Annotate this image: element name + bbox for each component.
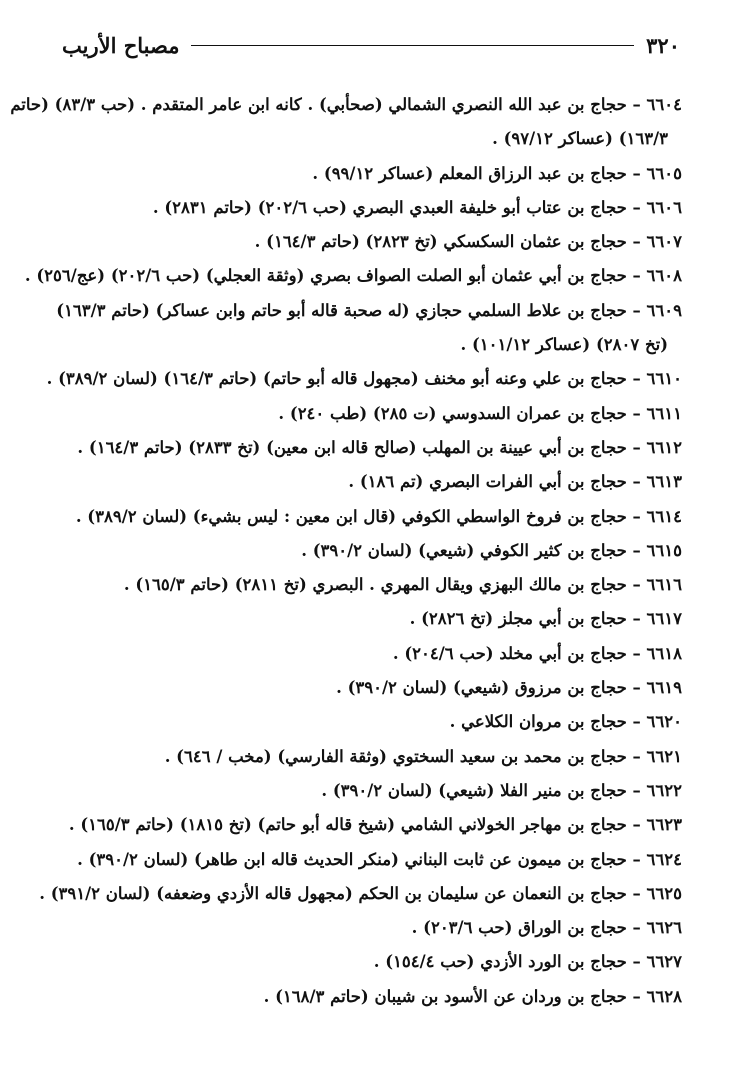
entry-number: ٦٦٢٢ [646, 780, 682, 800]
entry-text: حجاج بن فروخ الواسطي الكوفي (قال ابن معين : ليس بشيء) (لسان ٣٨٩/٢) . [75, 506, 627, 526]
entry-text: حجاج بن مالك البهزي ويقال المهري . البصري (تخ ٢٨١١) (حاتم ١٦٥/٣) . [123, 575, 627, 595]
entry-number: ٦٦٠٧ [646, 232, 682, 252]
entry-number: ٦٦١٨ [646, 643, 682, 663]
entry-text: حجاج بن الورد الأزدي (حب ١٥٤/٤) . [373, 952, 627, 972]
entry-item: ٦٦١٢ – حجاج بن أبي عيينة بن المهلب (صالح قاله ابن معين) (تخ ٢٨٣٣) (حاتم ١٦٤/٣) . [77, 437, 682, 457]
book-title: مصباح الأريب [62, 32, 180, 58]
entry-text: حجاج بن عتاب أبو خليفة العبدي البصري (حب ٢٠٢/٦) (حاتم ٢٨٣١) . [152, 197, 627, 217]
entry-number: ٦٦٢٨ [646, 986, 682, 1006]
entry-number: ٦٦٢٠ [646, 712, 682, 732]
entry-text: حجاج بن أبي عثمان أبو الصلت الصواف بصري (وثقة العجلي) (حب ٢٠٢/٦) (عج/٢٥٦) . [24, 266, 627, 286]
entry-number: ٦٦١٥ [646, 540, 682, 560]
entry-text: حجاج بن وردان عن الأسود بن شيبان (حاتم ١٦٨/٣) . [263, 986, 627, 1006]
entries-list [10, 88, 682, 1014]
entry-item: ٦٦١٠ – حجاج بن علي وعنه أبو مخنف (مجهول قاله أبو حاتم) (حاتم ١٦٤/٣) (لسان ٣٨٩/٢) . [46, 369, 682, 389]
entry-text: حجاج بن عمران السدوسي (ت ٢٨٥) (طب ٢٤٠) . [278, 403, 627, 423]
entry-number: ٦٦٢٤ [646, 849, 682, 869]
entry-text: حجاج بن أبي عيينة بن المهلب (صالح قاله ابن معين) (تخ ٢٨٣٣) (حاتم ١٦٤/٣) . [77, 437, 627, 457]
entry-continuation: (تخ ٢٨٠٧) (عساكر ١٠١/١٢) . [460, 335, 668, 355]
entry-item: ٦٦٠٧ – حجاج بن عثمان السكسكي (تخ ٢٨٢٣) (حاتم ١٦٤/٣) . [254, 232, 682, 252]
entry-item: ٦٦١٥ – حجاج بن كثير الكوفي (شيعي) (لسان ٣٩٠/٢) . [301, 540, 682, 560]
entry-number: ٦٦٢١ [646, 746, 682, 766]
entry-number: ٦٦٢٣ [646, 815, 682, 835]
entry-text: حجاج بن مرزوق (شيعي) (لسان ٣٩٠/٢) . [336, 678, 627, 698]
entry-number: ٦٦١٤ [646, 506, 682, 526]
entry-number: ٦٦١٧ [646, 609, 682, 629]
entry-number: ٦٦١٣ [646, 472, 682, 492]
entry-item: ٦٦٢٥ – حجاج بن النعمان عن سليمان بن الحكم (مجهول قاله الأزدي وضعفه) (لسان ٣٩١/٢) . [39, 883, 682, 903]
entry-text: حجاج بن مروان الكلاعي . [449, 712, 627, 732]
entry-number: ٦٦٢٥ [646, 883, 682, 903]
entry-number: ٦٦١٠ [646, 369, 682, 389]
entry-number: ٦٦١٢ [646, 437, 682, 457]
entry-text: حجاج بن علي وعنه أبو مخنف (مجهول قاله أبو حاتم) (حاتم ١٦٤/٣) (لسان ٣٨٩/٢) . [46, 369, 627, 389]
entry-number: ٦٦٠٦ [646, 197, 682, 217]
entry-text: حجاج بن منير الفلا (شيعي) (لسان ٣٩٠/٢) . [321, 780, 627, 800]
entry-item: ٦٦٢٠ – حجاج بن مروان الكلاعي . [449, 712, 682, 732]
entry-number: ٦٦٢٦ [646, 918, 682, 938]
header-rule [191, 45, 634, 46]
entry-number: ٦٦١٦ [646, 575, 682, 595]
entry-number: ٦٦٠٤ [646, 95, 682, 114]
entry-text: حجاج بن أبي مجلز (تخ ٢٨٢٦) . [409, 609, 627, 629]
page-header [62, 28, 680, 62]
entry-number: ٦٦١١ [646, 403, 682, 423]
entry-continuation: ١٦٣/٣) (عساكر ٩٧/١٢) . [492, 129, 668, 149]
entry-item: ٦٦١٤ – حجاج بن فروخ الواسطي الكوفي (قال ابن معين : ليس بشيء) (لسان ٣٨٩/٢) . [75, 506, 682, 526]
entry-text: حجاج بن عبد الرزاق المعلم (عساكر ٩٩/١٢) . [312, 163, 627, 183]
entry-item: ٦٦١٨ – حجاج بن أبي مخلد (حب ٢٠٤/٦) . [392, 643, 682, 663]
entry-item: ٦٦٠٥ – حجاج بن عبد الرزاق المعلم (عساكر ٩٩/١٢) . [312, 163, 682, 183]
entry-item: ٦٦٢٣ – حجاج بن مهاجر الخولاني الشامي (شيخ قاله أبو حاتم) (تخ ١٨١٥) (حاتم ١٦٥/٣) . [68, 815, 682, 835]
entry-number: ٦٦٢٧ [646, 952, 682, 972]
entry-item: ٦٦٢٧ – حجاج بن الورد الأزدي (حب ١٥٤/٤) . [373, 952, 682, 972]
entry-number: ٦٦١٩ [646, 678, 682, 698]
page-number: ٣٢٠ [646, 32, 680, 58]
entry-item: ٦٦٠٦ – حجاج بن عتاب أبو خليفة العبدي البصري (حب ٢٠٢/٦) (حاتم ٢٨٣١) . [152, 197, 682, 217]
entry-text: حجاج بن عثمان السكسكي (تخ ٢٨٢٣) (حاتم ١٦٤/٣) . [254, 232, 627, 252]
entry-item: ٦٦٢٤ – حجاج بن ميمون عن ثابت البناني (منكر الحديث قاله ابن طاهر) (لسان ٣٩٠/٢) . [77, 849, 682, 869]
entry-item: ٦٦١٩ – حجاج بن مرزوق (شيعي) (لسان ٣٩٠/٢) . [336, 678, 682, 698]
entry-text: حجاج بن علاط السلمي حجازي (له صحبة قاله أبو حاتم وابن عساكر) (حاتم ١٦٣/٣) [56, 300, 627, 320]
entry-item: ٦٦١٣ – حجاج بن أبي الفرات البصري (تم ١٨٦) . [348, 472, 682, 492]
entry-text: حجاج بن أبي الفرات البصري (تم ١٨٦) . [348, 472, 627, 492]
entry-number: ٦٦٠٩ [646, 300, 682, 320]
entry-text: حجاج بن الوراق (حب ٢٠٣/٦) . [411, 918, 627, 938]
entry-text: حجاج بن عبد الله النصري الشمالي (صحأبي) . كانه ابن عامر المتقدم . (حب ٨٣/٣) (حاتم [10, 95, 627, 114]
entry-item: ٦٦٢١ – حجاج بن محمد بن سعيد السختوي (وثقة الفارسي) (مخب / ٦٤٦) . [164, 746, 682, 766]
entry-item: ٦٦٢٢ – حجاج بن منير الفلا (شيعي) (لسان ٣٩٠/٢) . [321, 780, 682, 800]
entry-item: ٦٦١٧ – حجاج بن أبي مجلز (تخ ٢٨٢٦) . [409, 609, 682, 629]
entry-item: ٦٦٠٨ – حجاج بن أبي عثمان أبو الصلت الصواف بصري (وثقة العجلي) (حب ٢٠٢/٦) (عج/٢٥٦) . [24, 266, 682, 286]
entry-item: ٦٦٢٦ – حجاج بن الوراق (حب ٢٠٣/٦) . [411, 918, 682, 938]
entry-item: ٦٦٢٨ – حجاج بن وردان عن الأسود بن شيبان (حاتم ١٦٨/٣) . [263, 986, 682, 1006]
entry-item: ٦٦١١ – حجاج بن عمران السدوسي (ت ٢٨٥) (طب ٢٤٠) . [278, 403, 682, 423]
entry-item: ٦٦٠٩ – حجاج بن علاط السلمي حجازي (له صحبة قاله أبو حاتم وابن عساكر) (حاتم ١٦٣/٣) (تخ ٢٨٠٧) (عساكر ١٠١/١٢) . [58, 294, 682, 363]
entry-number: ٦٦٠٥ [646, 163, 682, 183]
entry-item: ٦٦٠٤ – حجاج بن عبد الله النصري الشمالي (صحأبي) . كانه ابن عامر المتقدم . (حب ٨٣/٣) (حاتم ١٦٣/٣) (عساكر ٩٧/١٢) . [58, 88, 682, 157]
entry-text: حجاج بن كثير الكوفي (شيعي) (لسان ٣٩٠/٢) . [301, 540, 627, 560]
entry-text: حجاج بن أبي مخلد (حب ٢٠٤/٦) . [392, 643, 627, 663]
entry-text: حجاج بن محمد بن سعيد السختوي (وثقة الفارسي) (مخب / ٦٤٦) . [164, 746, 627, 766]
entry-text: حجاج بن مهاجر الخولاني الشامي (شيخ قاله أبو حاتم) (تخ ١٨١٥) (حاتم ١٦٥/٣) . [68, 815, 627, 835]
entry-number: ٦٦٠٨ [646, 266, 682, 286]
entry-text: حجاج بن النعمان عن سليمان بن الحكم (مجهول قاله الأزدي وضعفه) (لسان ٣٩١/٢) . [39, 883, 627, 903]
entry-text: حجاج بن ميمون عن ثابت البناني (منكر الحديث قاله ابن طاهر) (لسان ٣٩٠/٢) . [77, 849, 627, 869]
entry-item: ٦٦١٦ – حجاج بن مالك البهزي ويقال المهري . البصري (تخ ٢٨١١) (حاتم ١٦٥/٣) . [123, 575, 682, 595]
